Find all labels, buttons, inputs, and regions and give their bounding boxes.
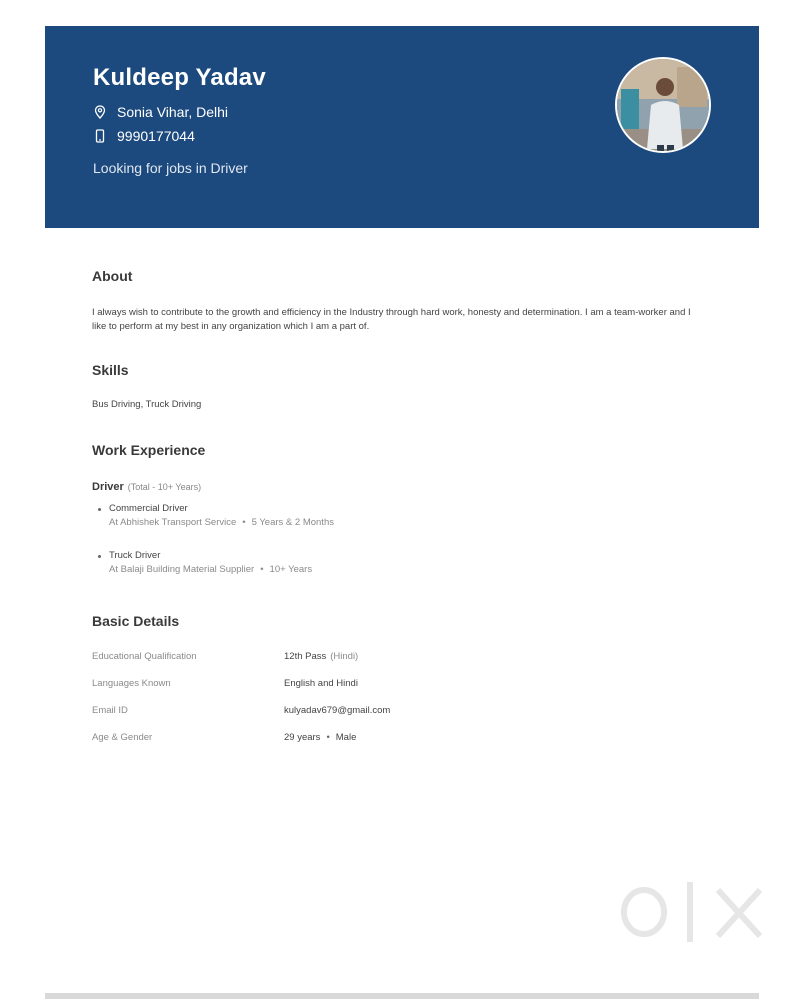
about-heading: About [92, 268, 133, 284]
job-title: Driver [92, 481, 124, 493]
experience-role: Commercial Driver [98, 503, 334, 514]
about-text: I always wish to contribute to the growth and efficiency in the Industry through hard work, honesty and determination. I am a team-worker and I like to perform at my best in any organization which I am a part of. [92, 307, 691, 332]
location-text: Sonia Vihar, Delhi [117, 104, 229, 120]
education-value: 12th Pass [284, 651, 327, 662]
experience-detail [98, 564, 312, 575]
phone-row [93, 128, 195, 144]
skills-text: Bus Driving, Truck Driving [92, 399, 202, 410]
map-pin-icon [93, 105, 107, 119]
detail-label: Languages Known [92, 678, 171, 689]
experience-total: (Total - 10+ Years) [127, 482, 202, 492]
skills-heading: Skills [92, 362, 129, 378]
detail-row-education [92, 651, 358, 662]
detail-value [284, 651, 358, 662]
age-gender-value [284, 732, 356, 743]
detail-row-languages [92, 678, 358, 689]
basic-details-heading: Basic Details [92, 613, 180, 629]
separator-dot: • [326, 732, 330, 743]
experience-duration: 10+ Years [269, 564, 313, 575]
location-row [93, 104, 228, 120]
email-value: kulyadav679@gmail.com [284, 705, 391, 716]
experience-role: Truck Driver [98, 550, 312, 561]
languages-value: English and Hindi [284, 678, 358, 689]
separator-dot: • [242, 517, 246, 528]
experience-detail [98, 517, 334, 528]
phone-text: 9990177044 [117, 128, 195, 144]
detail-row-age-gender [92, 732, 356, 743]
job-seeking-text: Looking for jobs in Driver [93, 160, 248, 176]
job-category [92, 481, 201, 493]
detail-label: Age & Gender [92, 732, 153, 743]
detail-row-email [92, 705, 390, 716]
candidate-name: Kuldeep Yadav [93, 64, 266, 91]
detail-label: Educational Qualification [92, 651, 197, 662]
experience-company: At Abhishek Transport Service [109, 517, 237, 528]
age-value: 29 years [284, 732, 321, 743]
mobile-phone-icon [93, 129, 107, 143]
experience-item [98, 503, 334, 528]
avatar [615, 57, 711, 153]
work-experience-heading: Work Experience [92, 442, 206, 458]
experience-item [98, 550, 312, 575]
detail-label: Email ID [92, 705, 128, 716]
experience-company: At Balaji Building Material Supplier [109, 564, 255, 575]
profile-header [45, 26, 759, 228]
education-medium: (Hindi) [330, 651, 359, 662]
experience-duration: 5 Years & 2 Months [251, 517, 334, 528]
olx-watermark-logo [620, 876, 770, 952]
separator-dot: • [260, 564, 264, 575]
gender-value: Male [335, 732, 357, 743]
footer-divider [45, 993, 759, 999]
